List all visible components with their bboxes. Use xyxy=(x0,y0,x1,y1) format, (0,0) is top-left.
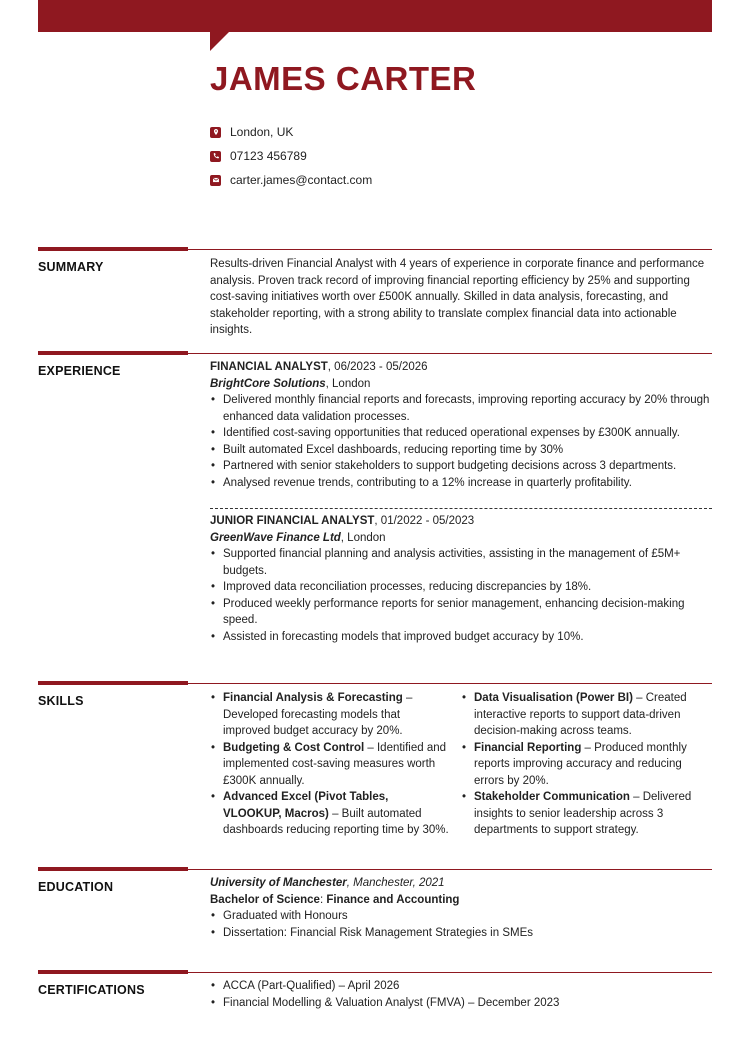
section-rule xyxy=(188,972,712,973)
location-text: London, UK xyxy=(230,125,294,139)
skill-item xyxy=(210,690,461,740)
skill-name: Stakeholder Communication xyxy=(474,791,630,803)
section-title: EXPERIENCE xyxy=(38,364,121,378)
skill-desc: – Created interactive reports to support data-driven decision-making across teams. xyxy=(474,692,687,737)
degree-name: Bachelor of Science xyxy=(210,893,320,906)
skill-item xyxy=(210,789,461,839)
skill-name: Advanced Excel (Pivot Tables, VLOOKUP, Macros) xyxy=(223,791,389,820)
skill-name: Financial Analysis & Forecasting xyxy=(223,692,403,704)
section-tab xyxy=(38,970,188,974)
job-dates: , 06/2023 - 05/2026 xyxy=(327,361,428,373)
job-company: GreenWave Finance Ltd xyxy=(210,531,341,544)
certification-list xyxy=(210,978,712,1011)
section-title: CERTIFICATIONS xyxy=(38,983,145,997)
list-item: • Supported financial planning and analysis activities, assisting in the management of £5M+ budgets. xyxy=(210,546,712,579)
job-location: , London xyxy=(325,377,371,390)
skill-name: Financial Reporting xyxy=(474,741,582,754)
job-bullets xyxy=(210,392,712,491)
skills-column-right xyxy=(461,690,712,839)
header-bar-notch xyxy=(210,31,230,51)
contact-phone xyxy=(210,149,307,163)
school-line xyxy=(210,875,712,892)
email-icon xyxy=(210,175,221,186)
section-title: SKILLS xyxy=(38,694,84,708)
job-entry xyxy=(210,359,712,491)
job-role: JUNIOR FINANCIAL ANALYST xyxy=(210,515,375,527)
section-tab xyxy=(38,247,188,251)
job-role: FINANCIAL ANALYST xyxy=(210,361,328,373)
job-bullets xyxy=(210,546,712,645)
section-rule xyxy=(188,869,712,870)
skill-item xyxy=(461,740,712,790)
section-rule xyxy=(188,249,712,250)
job-company-line xyxy=(210,530,712,547)
section-title: EDUCATION xyxy=(38,880,114,894)
job-dates: , 01/2022 - 05/2023 xyxy=(374,515,475,527)
list-item: • Assisted in forecasting models that improved budget accuracy by 10%. xyxy=(210,629,712,646)
skill-desc: – Produced monthly reports improving accuracy and reducing errors by 20%. xyxy=(474,741,687,787)
section-tab xyxy=(38,681,188,685)
job-company: BrightCore Solutions xyxy=(210,377,326,390)
job-location: , London xyxy=(340,531,386,544)
contact-email xyxy=(210,173,372,187)
list-item: • Partnered with senior stakeholders to support budgeting decisions across 3 departments. xyxy=(210,458,712,475)
section-rule xyxy=(188,353,712,354)
degree-separator: : xyxy=(319,893,327,906)
school-name: University of Manchester xyxy=(210,877,347,889)
skill-name: Data Visualisation (Power BI) xyxy=(474,692,633,704)
header-bar xyxy=(38,0,712,32)
job-divider xyxy=(210,508,712,509)
skill-desc: – Built automated dashboards reducing reporting time by 30%. xyxy=(223,807,449,836)
list-item: • Produced weekly performance reports for senior management, enhancing decision-making speed. xyxy=(210,596,712,629)
list-item: • Built automated Excel dashboards, reducing reporting time by 30% xyxy=(210,442,712,459)
job-company-line xyxy=(210,376,712,393)
candidate-name: JAMES CARTER xyxy=(210,60,477,97)
skill-item xyxy=(461,789,712,839)
skills-column-left xyxy=(210,690,461,839)
list-item: • Financial Modelling & Valuation Analyst (FMVA) – December 2023 xyxy=(210,995,712,1012)
section-title: SUMMARY xyxy=(38,260,104,274)
job-heading xyxy=(210,513,712,530)
skill-desc: – Delivered insights to senior leadership across 3 departments to support strategy. xyxy=(474,791,692,836)
summary-text: Results-driven Financial Analyst with 4 years of experience in corporate finance and performance analysis. Proven track record of improving financial reporting efficiency by 25% and supporting cost-saving initiatives worth over £500K annually. Skilled in data analysis, forecasting, and stakeholder reporting, with a strong ability to translate complex financial data into actionable insights. xyxy=(210,258,705,336)
phone-icon xyxy=(210,151,221,162)
phone-text: 07123 456789 xyxy=(230,149,307,163)
list-item: • Graduated with Honours xyxy=(210,908,712,925)
skill-desc: – Identified and implemented cost-saving measures worth £300K annually. xyxy=(223,741,447,787)
list-item: • Improved data reconciliation processes, reducing discrepancies by 18%. xyxy=(210,579,712,596)
job-heading xyxy=(210,359,712,376)
list-item: • Analysed revenue trends, contributing to a 12% increase in quarterly profitability. xyxy=(210,475,712,492)
email-text: carter.james@contact.com xyxy=(230,173,373,187)
skill-item xyxy=(210,740,461,790)
contact-location xyxy=(210,125,293,139)
degree-field: Finance and Accounting xyxy=(326,893,460,906)
education-bullets xyxy=(210,908,712,941)
section-tab xyxy=(38,351,188,355)
location-pin-icon xyxy=(210,127,221,138)
list-item: • Delivered monthly financial reports and forecasts, improving reporting accuracy by 20% through enhanced data validation processes. xyxy=(210,392,712,425)
list-item: • Identified cost-saving opportunities that reduced operational expenses by £300K annually. xyxy=(210,425,712,442)
section-tab xyxy=(38,867,188,871)
skill-item xyxy=(461,690,712,740)
skill-desc: – Developed forecasting models that improved budget accuracy by 20%. xyxy=(223,692,413,737)
school-meta: , Manchester, 2021 xyxy=(346,877,445,889)
list-item: • Dissertation: Financial Risk Management Strategies in SMEs xyxy=(210,925,712,942)
section-rule xyxy=(188,683,712,684)
list-item: • ACCA (Part-Qualified) – April 2026 xyxy=(210,978,712,995)
skill-name: Budgeting & Cost Control xyxy=(223,741,365,754)
degree-line xyxy=(210,892,712,909)
job-entry xyxy=(210,513,712,645)
